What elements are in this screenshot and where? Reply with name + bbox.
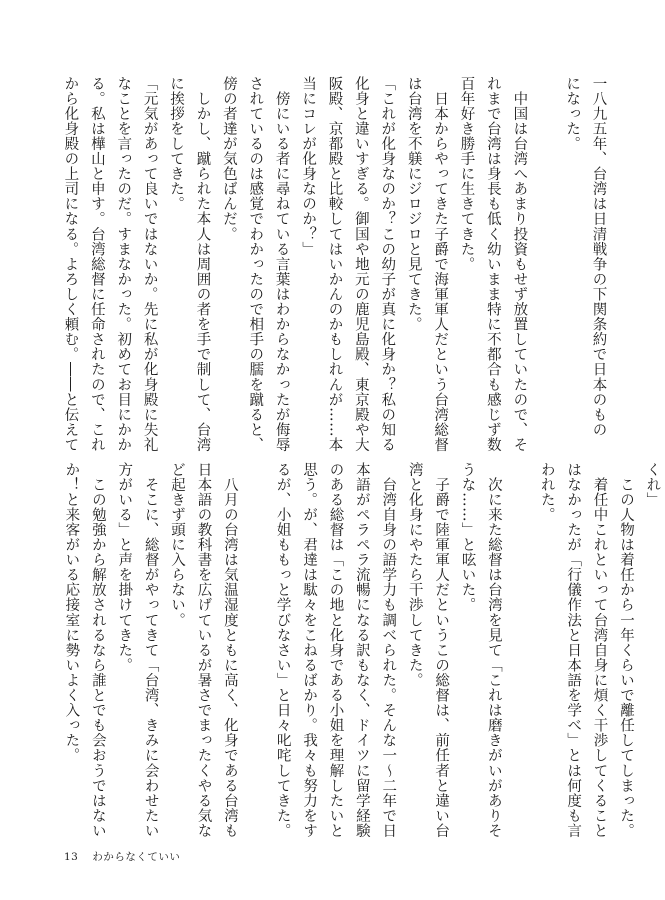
text-line: 「元気があって良いではないか。先に私が化身殿に失礼 xyxy=(141,76,158,453)
text-line: 八月の台湾は気温湿度ともに高く、化身である台湾も xyxy=(221,462,238,839)
text-line: 思う。が、君達は駄々をこねるばかり。我々も努力をす xyxy=(301,462,318,839)
text-line: 中国は台湾へあまり投資もせず放置していたので、そ xyxy=(511,76,528,453)
text-line: うな……」と呟いた。 xyxy=(459,462,476,613)
text-line: 子爵で陸軍軍人だというこの総督は、前任者と違い台 xyxy=(433,462,450,839)
text-line: か！と来客がいる応接室に勢いよく入った。 xyxy=(63,462,80,763)
text-line: 湾と化身にやたら干渉してきた。 xyxy=(406,462,423,688)
text-line: は台湾を不躾にジロジロと見てきた。 xyxy=(405,76,422,332)
text-line: から化身殿の上司になる。よろしく頼む。――と伝えて xyxy=(62,76,79,453)
text-column-block-top xyxy=(57,76,612,453)
text-line: るが、小姐ももっと学びなさい」と日々叱咤してきた。 xyxy=(274,462,291,839)
text-line: 台湾自身の語学力も調べられた。そんな一～二年で日 xyxy=(380,462,397,839)
text-line: されているのは感覚でわかったので相手の臑を蹴ると、 xyxy=(247,76,264,453)
text-line: そこに、総督がやってきて「台湾、きみに会わせたい xyxy=(142,462,159,839)
text-line: くれ」 xyxy=(644,462,661,508)
text-line: 日本からやってきた子爵で海軍軍人だという台湾総督 xyxy=(432,76,449,453)
text-line: しかし、蹴られた本人は周囲の者を手で制して、台湾 xyxy=(194,76,211,453)
text-line: われた。 xyxy=(538,462,555,523)
text-line: 着任中これといって台湾自身に煩く干渉してくること xyxy=(591,462,608,839)
text-line: この人物は着任から一年くらいで離任してしまった。 xyxy=(617,462,634,839)
text-line: 一八九五年、台湾は日清戦争の下関条約で日本のもの xyxy=(590,76,607,438)
running-title: わからなくていい xyxy=(92,851,181,863)
text-line xyxy=(243,462,269,834)
text-line: 傍の者達が気色ばんだ。 xyxy=(220,76,237,242)
text-line: 方がいる」と声を掛けてきた。 xyxy=(116,462,133,673)
page-number: 13 xyxy=(64,851,79,863)
text-line: 当にコレが化身なのか？」 xyxy=(300,76,317,257)
text-line: 日本語の教科書を広げているが暑さでまったくやる気な xyxy=(195,462,212,839)
page-footer xyxy=(64,849,194,864)
text-line: になった。 xyxy=(564,76,581,152)
text-line: る。私は樺山と申す。台湾総督に任命されたので、これ xyxy=(88,76,105,453)
text-line: この勉強から解放されるなら誰とでも会おうではない xyxy=(89,462,106,839)
text-line: のある総督は「この地と化身である小姐を理解したいと xyxy=(327,462,344,839)
text-line: 百年好き勝手に生きてきた。 xyxy=(458,76,475,272)
text-line: 化身と違いすぎる。御国や地元の鹿児島殿、東京殿や大 xyxy=(352,76,369,453)
text-line: 「これが化身なのか？この幼子が真に化身か？私の知る xyxy=(379,76,396,453)
text-line: ど起きず頭に入らない。 xyxy=(169,462,186,628)
text-line: はなかったが「行儀作法と日本語を学べ」とは何度も言 xyxy=(565,462,582,839)
text-line: に挨拶をしてきた。 xyxy=(168,76,185,212)
text-line: なことを言ったのだ。すまなかった。初めてお目にかか xyxy=(115,76,132,453)
text-line xyxy=(532,76,558,406)
text-line: 次に来た総督は台湾を見て「これは磨きがいがありそ xyxy=(485,462,502,839)
text-line: 阪殿、京都殿と比較してはいかんのかもしれんが……本 xyxy=(326,76,343,453)
text-column-block-bottom xyxy=(58,462,665,839)
text-line: 本語がペラペラ流暢になる訳もなく、ドイツに留学経験 xyxy=(353,462,370,839)
text-line xyxy=(507,462,533,834)
text-line: れまで台湾は身長も低く幼いまま特に不都合も感じず数 xyxy=(484,76,501,453)
text-line: 傍にいる者に尋ねている言葉はわからなかったが侮辱 xyxy=(273,76,290,453)
